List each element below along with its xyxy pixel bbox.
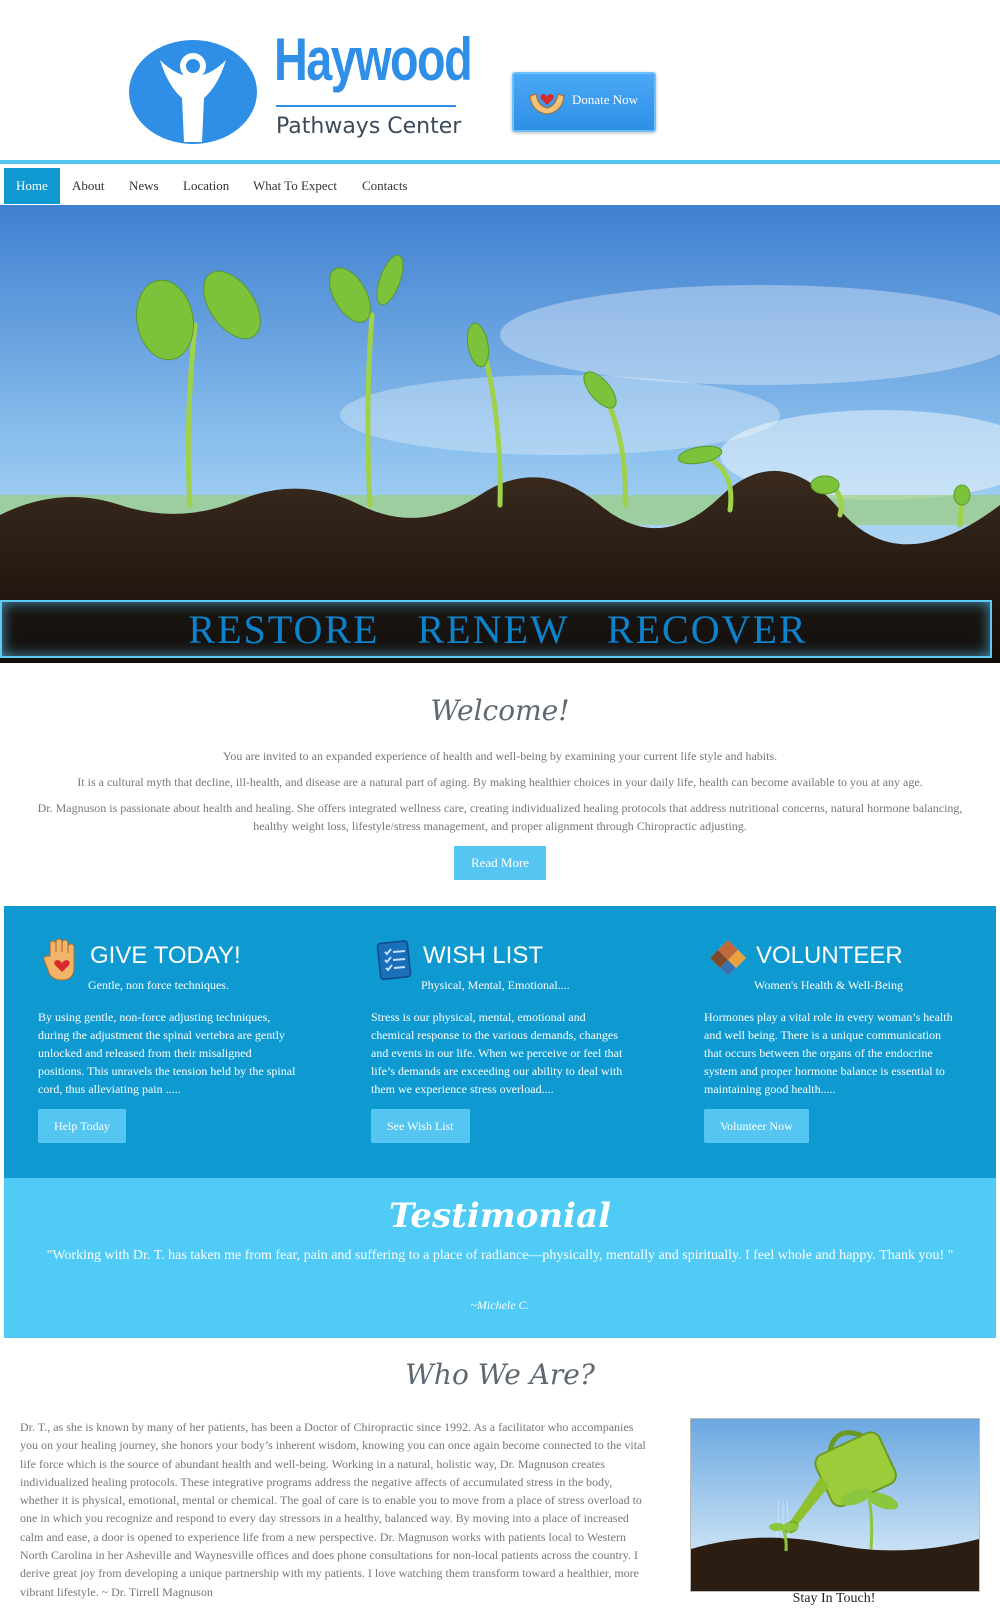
logo-divider — [276, 105, 456, 107]
site-header — [0, 0, 1000, 160]
nav-item-what-to-expect[interactable]: What To Expect — [253, 178, 338, 193]
seedlings-illustration — [0, 205, 1000, 663]
testimonial-quote: "Working with Dr. T. has taken me from fear, pain and suffering to a place of radiance—physically, mentally and spiritually. I feel whole and happy. Thank you! " — [46, 1248, 954, 1263]
feature-subtitle: Gentle, non force techniques. — [88, 978, 229, 992]
welcome-paragraph-3: Dr. Magnuson is passionate about health and healing. She offers integrated wellness care, creating individualized healing protocols that address nutritional concerns, natural hormone balancing, healthy weight loss, lifestyle/stress management, and proper alignment through Chiropractic adjusting. — [37, 801, 963, 833]
hero-banner — [0, 600, 992, 658]
who-we-are-body: Dr. T., as she is known by many of her patients, has been a Doctor of Chiropractic since 1992. As a facilitator who accompanies you on your healing journey, she honors your body’s inherent wisdom, knowing you can once again become connected to the vital life force which is the source of abundant health and well-being. Working in a natural, holistic way, Dr. Magnuson creates individualized healing protocols. These integrative programs address the negative affects of accumulated stress in the body, whether it is physical, emotional, mental or chemical. The goal of care is to enable you to move from a place of stress overload to one in which you recognize and respond to every day stressors in a healthy, balanced way. By moving into a place of increased calm and ease, a door is opened to experience life from a new perspective. Dr. Magnuson works with patients local to Western North Carolina in her Asheville and Waynesville offices and does phone consultations for non-local patients across the country. I derive great joy from developing a unique partnership with my patients. I love watching them transform toward a healthier, more vibrant lifestyle. ~ Dr. Tirrell Magnuson — [20, 1420, 646, 1599]
see-wish-list-button[interactable]: See Wish List — [371, 1109, 470, 1143]
testimonial-author: ~Michele C. — [470, 1298, 530, 1312]
feature-wish-list — [337, 906, 637, 1178]
stay-in-touch-label[interactable]: Stay In Touch! — [792, 1591, 876, 1606]
nav-item-news[interactable]: News — [129, 178, 159, 193]
main-nav — [0, 164, 1000, 204]
nav-item-home[interactable]: Home — [4, 168, 60, 204]
feature-give-today — [4, 906, 304, 1178]
volunteer-now-button[interactable]: Volunteer Now — [704, 1109, 809, 1143]
welcome-title: Welcome! — [430, 694, 570, 727]
logo-title: Haywood — [274, 26, 472, 93]
read-more-button[interactable]: Read More — [454, 846, 546, 880]
watering-can-illustration — [691, 1419, 979, 1591]
testimonial-title: Testimonial — [388, 1196, 612, 1236]
welcome-paragraph-1: You are invited to an expanded experience of health and well-being by examining your current life style and habits. — [222, 749, 778, 763]
feature-subtitle: Women's Health & Well-Being — [754, 978, 903, 992]
hand-heart-icon — [42, 938, 82, 982]
nav-item-about[interactable]: About — [72, 178, 105, 193]
feature-title: GIVE TODAY! — [90, 942, 241, 969]
help-today-button[interactable]: Help Today — [38, 1109, 126, 1143]
hero-banner-text: RESTORE RENEW RECOVER — [188, 607, 808, 652]
who-we-are-title: Who We Are? — [405, 1358, 595, 1391]
nav-item-contacts[interactable]: Contacts — [362, 178, 408, 193]
hero-image — [0, 205, 1000, 663]
logo-subtitle: Pathways Center — [276, 114, 462, 139]
feature-subtitle: Physical, Mental, Emotional.... — [421, 978, 570, 992]
logo-person-icon[interactable] — [126, 38, 260, 146]
watering-can-image — [690, 1418, 980, 1592]
feature-body: By using gentle, non-force adjusting techniques, during the adjustment the spinal vertebra are gently unlocked and released from their misaligned positions. This unravels the tension held by the spinal cord, thus alleviating pain ..... — [38, 1010, 296, 1096]
feature-body: Hormones play a vital role in every woman’s health and well being. There is a unique communication that occurs between the organs of the endocrine system and proper hormone balance is essential to maintaining good health..... — [704, 1010, 953, 1096]
checklist-icon — [375, 938, 415, 982]
feature-volunteer — [670, 906, 970, 1178]
donate-button[interactable] — [512, 72, 656, 132]
testimonial-section — [4, 1178, 996, 1338]
nav-item-location[interactable]: Location — [183, 178, 230, 193]
welcome-paragraph-2: It is a cultural myth that decline, ill-health, and disease are a natural part of aging. By making healthier choices in your daily life, health can become available to you at any age. — [77, 775, 923, 789]
feature-body: Stress is our physical, mental, emotional and chemical response to the various demands, changes and events in our life. When we perceive or feel that life’s demands are exceeding our ability to deal with them we experience stress overload.... — [371, 1010, 623, 1096]
diamond-hands-icon — [708, 938, 748, 982]
donate-label: Donate Now — [572, 92, 639, 107]
feature-title: VOLUNTEER — [756, 942, 903, 969]
hands-heart-icon — [528, 86, 566, 116]
features-section — [4, 906, 996, 1178]
feature-title: WISH LIST — [423, 942, 544, 969]
